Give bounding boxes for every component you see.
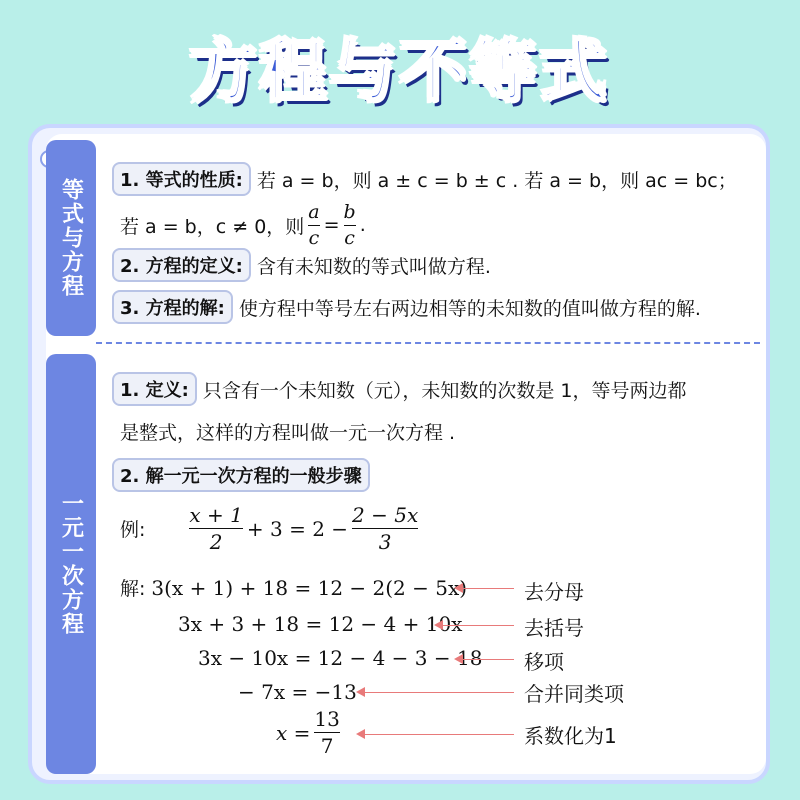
property-line-2 — [120, 202, 366, 249]
step-4-arrow-icon — [358, 692, 514, 693]
step-1-equation: 3(x + 1) + 18 = 12 − 2(2 − 5x) — [151, 575, 468, 600]
steps-heading-line — [112, 458, 376, 492]
linear-definition-line-1 — [112, 372, 686, 406]
example-middle: + 3 = 2 − — [246, 516, 349, 541]
linear-definition-line-2 — [120, 418, 455, 445]
linear-definition-text-b: 是整式，这样的方程叫做一元一次方程 . — [120, 422, 456, 444]
linear-definition-label: 1. 定义: — [112, 372, 197, 406]
steps-heading: 2. 解一元一次方程的一般步骤 — [112, 458, 370, 492]
section-divider — [96, 342, 760, 344]
page-title: 方程与不等式 — [190, 33, 610, 110]
example-fraction-1 — [189, 504, 242, 553]
fraction-denominator: 3 — [378, 530, 392, 554]
fraction-numerator: x + 1 — [189, 503, 243, 527]
definition-text: 含有未知数的等式叫做方程. — [256, 255, 491, 278]
property-line-1 — [112, 162, 737, 196]
step-4-note: 合并同类项 — [524, 682, 624, 706]
fraction-numerator: b — [343, 201, 356, 223]
fraction-denominator: 7 — [320, 734, 334, 758]
step-2-note: 去括号 — [524, 616, 584, 640]
example-label: 例: — [120, 519, 146, 541]
step-1-row — [120, 574, 467, 601]
property-label: 1. 等式的性质: — [112, 162, 251, 196]
final-note: 系数化为1 — [524, 724, 617, 748]
fraction-denominator: 2 — [209, 530, 223, 554]
step-3-note: 移项 — [524, 650, 564, 674]
definition-line — [112, 248, 491, 282]
tab-linear-equation: 一元一次方程 — [46, 354, 96, 774]
final-equation — [276, 708, 344, 757]
final-arrow-icon — [358, 734, 514, 735]
step-4-equation: − 7x = −13 — [238, 680, 357, 704]
fraction-denominator: c — [344, 226, 355, 249]
step-3-equation: 3x − 10x = 12 − 4 − 3 − 18 — [198, 646, 483, 670]
fraction-a-over-c — [308, 202, 319, 249]
fraction-numerator: 13 — [314, 707, 340, 731]
solution-text: 使方程中等号左右两边相等的未知数的值叫做方程的解. — [238, 297, 701, 320]
solve-label: 解: — [120, 578, 146, 600]
period: . — [359, 214, 366, 237]
example-fraction-2 — [352, 504, 418, 553]
equals-sign: = — [323, 214, 340, 237]
solution-line — [112, 290, 701, 324]
step-1-note: 去分母 — [524, 580, 584, 604]
step-1-arrow-icon — [456, 588, 514, 589]
fraction-denominator: c — [308, 226, 320, 249]
step-2-arrow-icon — [436, 625, 514, 626]
tab-equality-and-equation: 等式与方程 — [46, 140, 96, 336]
property-text-a: 若 a = b，则 a ± c = b ± c . 若 a = b，则 ac = bc； — [256, 169, 737, 192]
final-lhs: x = — [276, 720, 311, 745]
property-text-b-prefix: 若 a = b，c ≠ 0，则 — [120, 215, 305, 238]
fraction-b-over-c — [344, 202, 356, 249]
example-equation — [120, 504, 422, 553]
linear-definition-text-a: 只含有一个未知数（元），未知数的次数是 1，等号两边都 — [202, 379, 687, 402]
fraction-numerator: a — [308, 201, 320, 223]
fraction-numerator: 2 − 5x — [352, 503, 419, 527]
step-2-equation: 3x + 3 + 18 = 12 − 4 + 10x — [178, 612, 463, 636]
solution-label: 3. 方程的解: — [112, 290, 233, 324]
final-fraction — [314, 708, 339, 757]
step-3-arrow-icon — [456, 659, 514, 660]
content-card — [28, 124, 770, 784]
definition-label: 2. 方程的定义: — [112, 248, 251, 282]
